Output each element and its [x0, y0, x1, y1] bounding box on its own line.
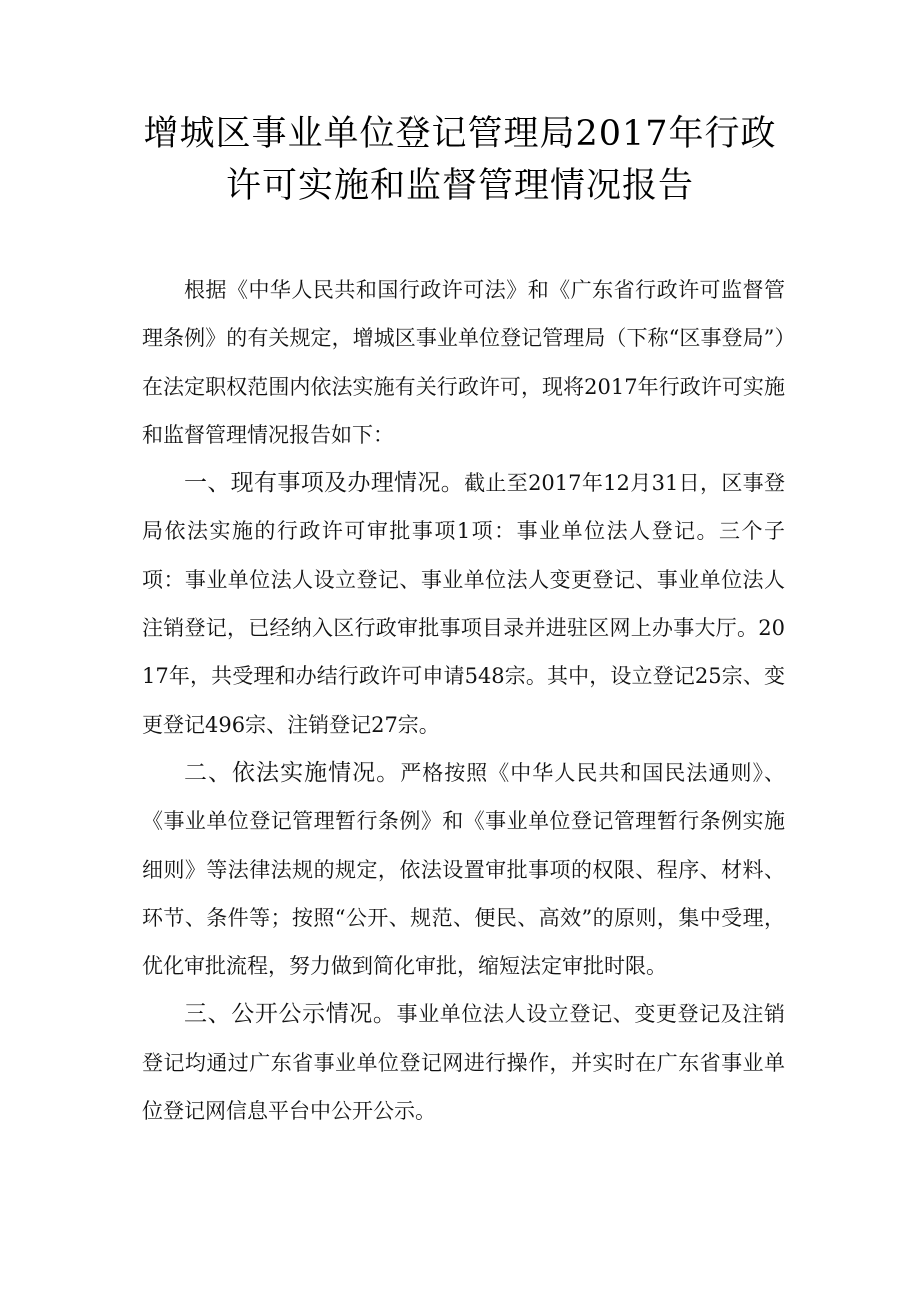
title-line-2: 许可实施和监督管理情况报告 — [225, 166, 694, 206]
paragraph-intro — [142, 266, 785, 459]
document-title — [0, 108, 920, 212]
paragraph-section-2 — [142, 749, 785, 990]
title-line-1: 增城区事业单位登记管理局2017年行政 — [143, 114, 777, 154]
section-3-text: 事业单位法人设立登记、变更登记及注销登记均通过广东省事业单位登记网进行操作，并实时在广东省事业单位登记网信息平台中公开公示。 — [142, 1002, 786, 1124]
section-2-heading: 二、依法实施情况。 — [184, 759, 401, 786]
paragraph-section-3 — [142, 990, 785, 1135]
paragraph-section-1 — [142, 459, 785, 749]
section-1-heading: 一、现有事项及办理情况。 — [184, 470, 465, 497]
section-2-text: 严格按照《中华人民共和国民法通则》、《事业单位登记管理暂行条例》和《事业单位登记管理暂行条例实施细则》等法律法规的规定，依法设置审批事项的权限、程序、材料、环节、条件等；按照“公开、规范、便民、高效”的原则，集中受理，优化审批流程，努力做到简化审批，缩短法定审批时限。 — [142, 760, 786, 979]
document-body — [142, 266, 785, 1135]
section-1-text: 截止至2017年12月31日，区事登局依法实施的行政许可审批事项1项：事业单位法人登记。三个子项：事业单位法人设立登记、事业单位法人变更登记、事业单位法人注销登记，已经纳入区行政审批事项目录并进驻区网上办事大厅。2017年，共受理和办结行政许可申请548宗。其中，设立登记25宗、变更登记496宗、注销登记27宗。 — [142, 471, 786, 737]
paragraph-intro-text: 根据《中华人民共和国行政许可法》和《广东省行政许可监督管理条例》的有关规定，增城区事业单位登记管理局（下称“区事登局”）在法定职权范围内依法实施有关行政许可，现将2017年行政许可实施和监督管理情况报告如下： — [142, 278, 785, 447]
section-3-heading: 三、公开公示情况。 — [184, 1001, 397, 1028]
